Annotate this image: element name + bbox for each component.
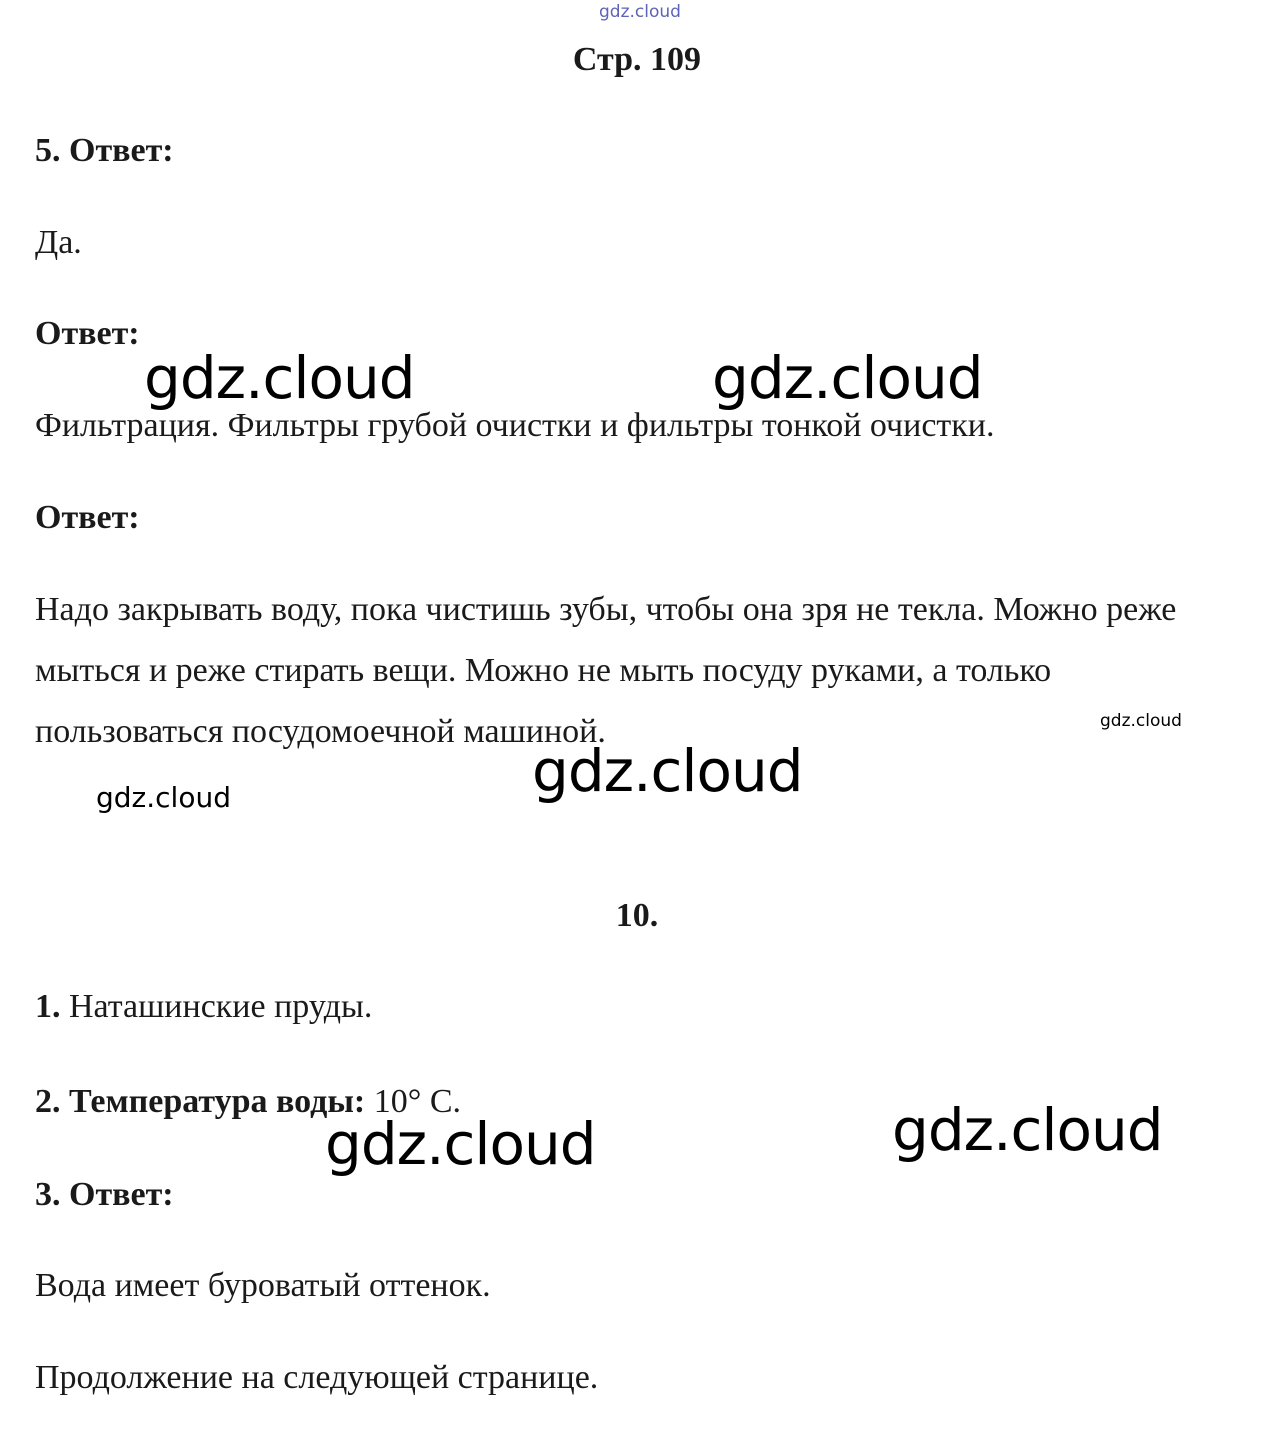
item-2-label: 2. Температура воды: [35,1083,366,1120]
section-10-heading: 10. [615,897,659,934]
item-2-text: 10° С. [373,1083,462,1120]
page-heading: Стр. 109 [572,41,702,78]
item-3-label: 3. Ответ: [35,1176,174,1213]
watermark-top: gdz.cloud [599,2,681,22]
block2-answer: Фильтрация. Фильтры грубой очистки и фильтры тонкой очистки. [35,407,995,444]
watermark: gdz.cloud [144,344,415,412]
watermark: gdz.cloud [325,1110,596,1178]
item-1-number: 1. [35,988,61,1025]
item-1 [35,987,372,1027]
continuation-note: Продолжение на следующей странице. [35,1359,599,1396]
q5-label: 5. Ответ: [35,132,174,169]
watermark: gdz.cloud [712,344,983,412]
item-1-text: Наташинские пруды. [69,988,373,1025]
watermark: gdz.cloud [96,781,231,814]
watermark: gdz.cloud [532,737,803,805]
block3-label: Ответ: [35,499,140,536]
q5-answer: Да. [35,224,82,261]
watermark: gdz.cloud [892,1096,1163,1164]
block2-label: Ответ: [35,315,140,352]
block3-answer: Надо закрывать воду, пока чистишь зубы, чтобы она зря не текла. Можно реже мыться и реже стирать вещи. Можно не мыть посуду руками, а только пользоваться посудомоечной машиной. [35,591,1177,750]
watermark: gdz.cloud [1100,711,1182,731]
item-3-answer: Вода имеет буроватый оттенок. [35,1267,491,1304]
